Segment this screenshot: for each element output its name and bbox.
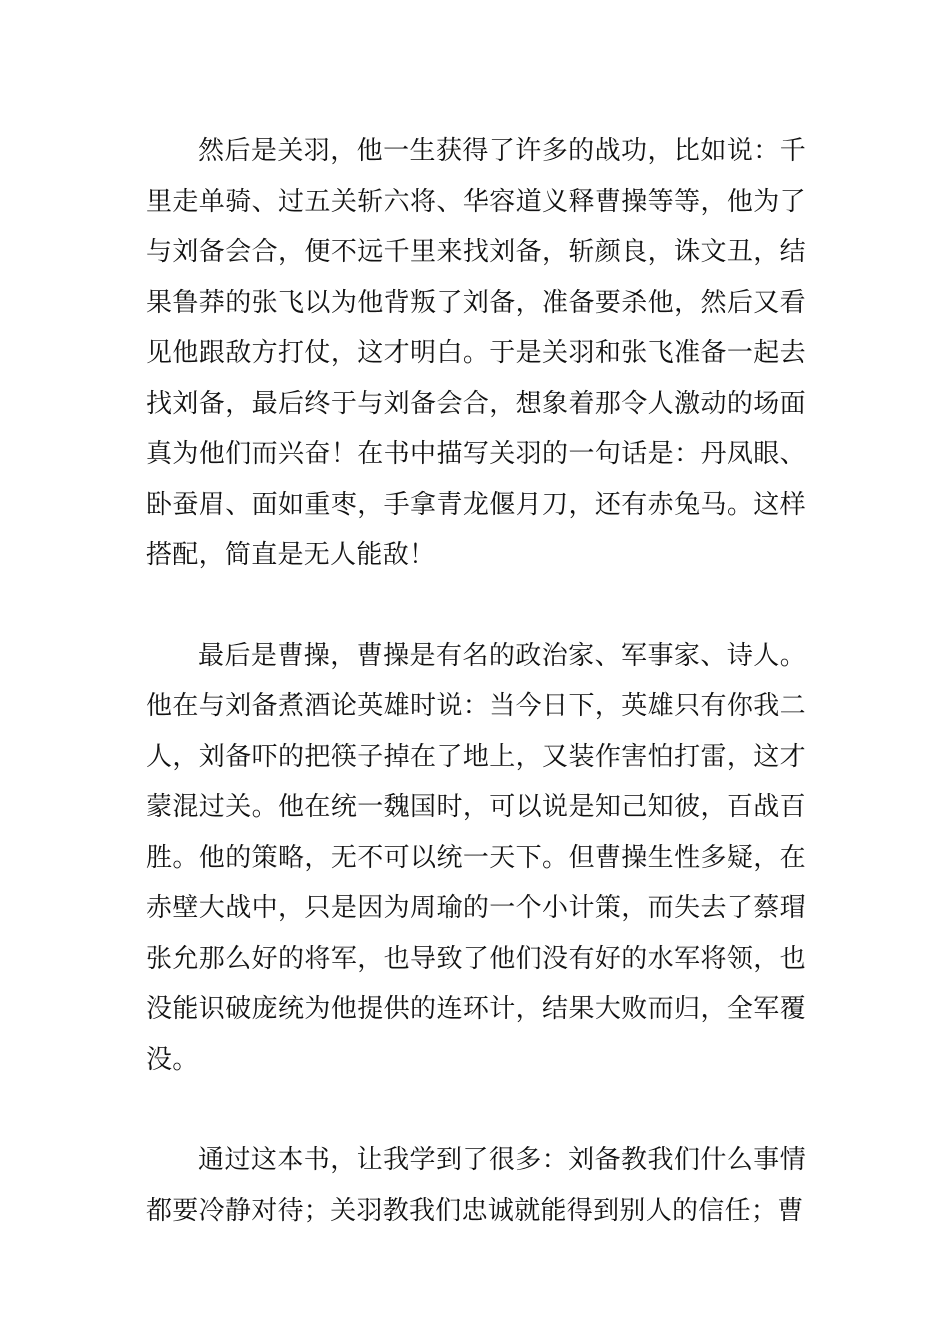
paragraph-conclusion: 通过这本书，让我学到了很多：刘备教我们什么事情都要冷静对待；关羽教我们忠诚就能得到别人的信任；曹: [146, 1145, 806, 1226]
paragraph-guan-yu: 然后是关羽，他一生获得了许多的战功，比如说：千里走单骑、过五关斩六将、华容道义释曹操等等，他为了与刘备会合，便不远千里来找刘备，斩颜良，诛文丑，结果鲁莽的张飞以为他背叛了刘备，准备要杀他，然后又看见他跟敌方打仗，这才明白。于是关羽和张飞准备一起去找刘备，最后终于与刘备会合，想象着那令人激动的场面真为他们而兴奋！在书中描写关羽的一句话是：丹凤眼、卧蚕眉、面如重枣，手拿青龙偃月刀，还有赤兔马。这样搭配，简直是无人能敌！: [146, 136, 806, 570]
document-body: [146, 126, 806, 1236]
paragraph-cao-cao: 最后是曹操，曹操是有名的政治家、军事家、诗人。他在与刘备煮酒论英雄时说：当今日下，英雄只有你我二人，刘备吓的把筷子掉在了地上，又装作害怕打雷，这才蒙混过关。他在统一魏国时，可以说是知己知彼，百战百胜。他的策略，无不可以统一天下。但曹操生性多疑，在赤壁大战中，只是因为周瑜的一个小计策，而失去了蔡瑁张允那么好的将军，也导致了他们没有好的水军将领，也没能识破庞统为他提供的连环计，结果大败而归，全军覆没。: [146, 640, 806, 1075]
